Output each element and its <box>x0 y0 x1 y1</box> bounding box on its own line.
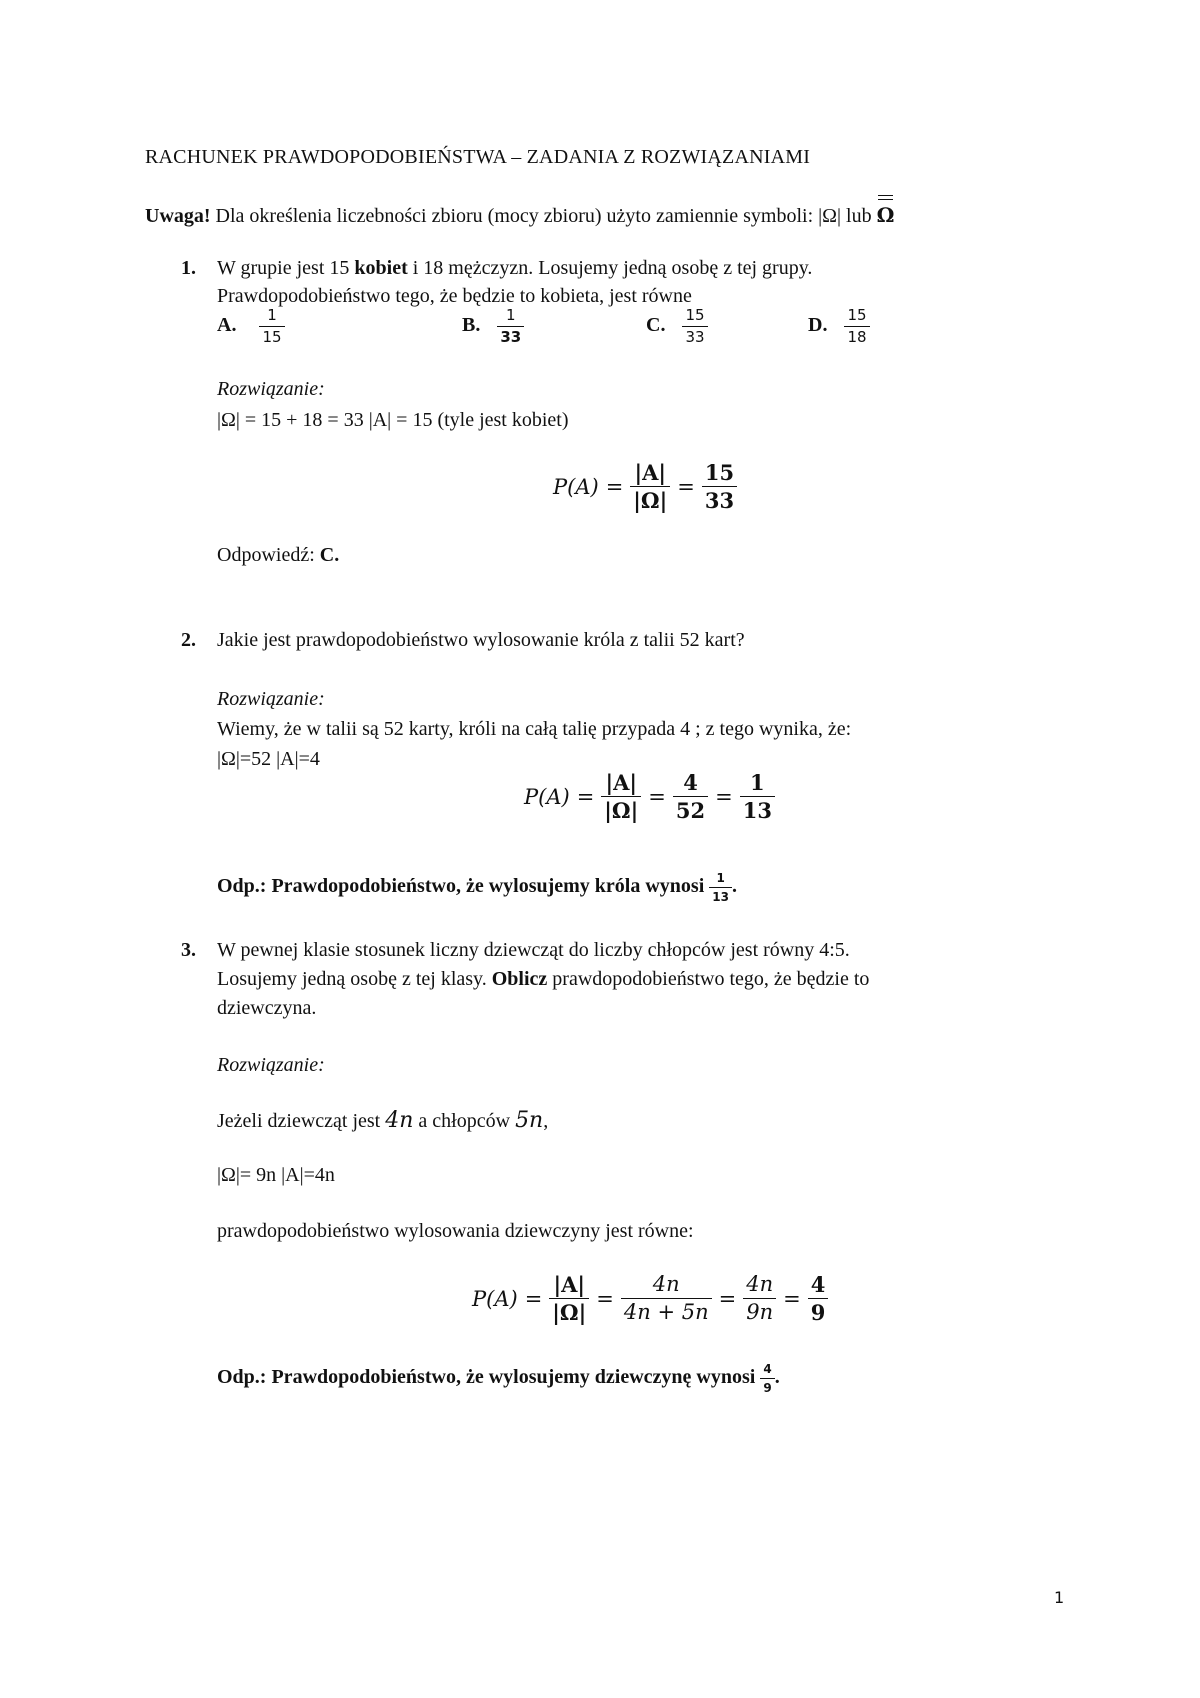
formula-eq: = <box>718 1286 737 1311</box>
task3-line4 <box>217 1108 548 1133</box>
answer-prefix: Odp.: <box>217 875 267 898</box>
formula-fraction-1 <box>549 1274 589 1323</box>
task3-line4-a: Jeżeli dziewcząt jest <box>217 1110 386 1132</box>
formula-eq: = <box>605 474 624 499</box>
page-title: RACHUNEK PRAWDOPODOBIEŃSTWA – ZADANIA Z ROZWIĄZANIAMI <box>145 146 811 168</box>
formula-eq: = <box>648 784 666 809</box>
fraction-den: 9 <box>808 1298 829 1323</box>
task1-calc: |Ω| = 15 + 18 = 33 |A| = 15 (tyle jest kobiet) <box>217 409 569 431</box>
fraction-den: |Ω| <box>549 1298 589 1323</box>
option-b-label: B. <box>462 314 481 337</box>
fraction-num: 4 <box>763 1362 772 1376</box>
fraction-num: 15 <box>704 460 735 485</box>
formula-eq: = <box>783 1286 801 1311</box>
task3-line2-c: prawdopodobieństwo tego, że będzie to <box>547 968 870 990</box>
task2-number: 2. <box>181 629 196 651</box>
formula-eq: = <box>524 1286 543 1311</box>
fraction-den: 52 <box>673 796 708 821</box>
fraction-den: |Ω| <box>601 796 641 821</box>
task3-number: 3. <box>181 939 196 961</box>
task1-option-d <box>808 308 870 345</box>
fraction-den: 4n + 5n <box>621 1298 712 1323</box>
formula-fraction-3 <box>740 772 775 821</box>
option-b-num: 1 <box>506 306 516 324</box>
fraction-num: 4 <box>683 770 698 795</box>
fraction-den: 13 <box>709 887 732 903</box>
option-d-den: 18 <box>844 326 869 345</box>
formula-lhs: P(A) <box>472 1286 518 1311</box>
formula-fraction-4 <box>808 1274 829 1323</box>
task3-line4-b: a chłopców <box>413 1110 516 1132</box>
task3-line2-bold: Oblicz <box>486 968 548 990</box>
answer-label: Odpowiedź: <box>217 544 315 566</box>
formula-eq: = <box>715 784 733 809</box>
task1-line1-a: W grupie jest 15 <box>217 257 350 279</box>
task2-answer <box>217 872 737 903</box>
option-c-fraction <box>682 308 707 345</box>
task3-line4-c: , <box>543 1110 549 1132</box>
option-a-num: 1 <box>267 306 277 324</box>
task1-line1-bold: kobiet <box>354 257 408 279</box>
fraction-num: 4n <box>746 1272 774 1296</box>
option-d-label: D. <box>808 314 828 337</box>
fraction-num: 1 <box>716 871 725 885</box>
answer-text: Prawdopodobieństwo, że wylosujemy dziewczynę wynosi <box>266 1366 761 1389</box>
formula-eq: = <box>576 784 595 809</box>
math-5n: 5n <box>515 1108 544 1133</box>
answer-fraction <box>760 1363 774 1394</box>
answer-end: . <box>774 1366 780 1389</box>
task1-solution-label: Rozwiązanie: <box>217 378 325 400</box>
task2-calc: |Ω|=52 |A|=4 <box>217 748 320 770</box>
task1-option-a <box>217 308 285 345</box>
fraction-num: 4n <box>652 1272 680 1296</box>
formula-fraction-1 <box>601 772 641 821</box>
task2-text: Wiemy, że w talii są 52 karty, króli na całą talię przypada 4 ; z tego wynika, że: <box>217 718 852 740</box>
task2-formula <box>524 772 775 821</box>
task2-solution-label: Rozwiązanie: <box>217 688 325 710</box>
formula-lhs: P(A) <box>553 474 599 499</box>
answer-value: C. <box>319 544 340 566</box>
note-label: Uwaga! <box>145 205 211 227</box>
fraction-den: 9 <box>760 1378 774 1394</box>
task3-answer <box>217 1363 780 1394</box>
task1-number: 1. <box>181 257 196 279</box>
formula-fraction-1 <box>630 462 670 511</box>
task1-line1-c: i 18 mężczyzn. Losujemy jedną osobę z tej grupy. <box>407 257 813 279</box>
task3-line2-a: Losujemy jedną osobę z tej klasy. <box>217 968 487 990</box>
fraction-den: 9n <box>743 1298 776 1323</box>
task1-answer <box>217 544 339 567</box>
fraction-den: 13 <box>740 796 775 821</box>
fraction-num: |A| <box>553 1272 586 1297</box>
task3-line1: W pewnej klasie stosunek liczny dziewcząt do liczby chłopców jest równy 4:5. <box>217 939 850 961</box>
formula-eq: = <box>596 1286 614 1311</box>
fraction-den: |Ω| <box>630 486 670 511</box>
option-c-num: 15 <box>685 306 705 324</box>
task3-solution-label: Rozwiązanie: <box>217 1054 325 1076</box>
option-b-den: 33 <box>497 326 524 345</box>
formula-fraction-3 <box>743 1274 776 1323</box>
fraction-num: |A| <box>605 770 638 795</box>
answer-prefix: Odp.: <box>217 1366 267 1389</box>
omega-overline-symbol: Ω <box>876 203 895 227</box>
task2-question: Jakie jest prawdopodobieństwo wylosowanie króla z talii 52 kart? <box>217 629 745 651</box>
option-c-den: 33 <box>682 326 707 345</box>
task3-calc: |Ω|= 9n |A|=4n <box>217 1164 335 1186</box>
task1-option-c <box>646 308 708 345</box>
task3-line3: dziewczyna. <box>217 997 317 1019</box>
task1-option-b <box>462 308 524 345</box>
fraction-num: |A| <box>634 460 667 485</box>
task1-formula <box>553 462 737 511</box>
fraction-den: 33 <box>702 486 737 511</box>
option-a-den: 15 <box>259 326 284 345</box>
task1-line1 <box>217 257 812 280</box>
option-d-fraction <box>844 308 869 345</box>
formula-fraction-2 <box>621 1274 712 1323</box>
option-b-fraction <box>497 308 524 345</box>
fraction-num: 1 <box>750 770 765 795</box>
answer-end: . <box>731 875 737 898</box>
task3-line2 <box>217 968 869 991</box>
option-a-fraction <box>259 308 284 345</box>
option-c-label: C. <box>646 314 666 337</box>
math-4n: 4n <box>385 1108 414 1133</box>
option-a-label: A. <box>217 314 237 337</box>
answer-text: Prawdopodobieństwo, że wylosujemy króla wynosi <box>266 875 710 898</box>
task3-formula <box>472 1274 828 1323</box>
note-text: Dla określenia liczebności zbioru (mocy zbioru) użyto zamiennie symboli: |Ω| lub <box>210 205 877 227</box>
task3-line5: prawdopodobieństwo wylosowania dziewczyny jest równe: <box>217 1220 694 1242</box>
formula-fraction-2 <box>673 772 708 821</box>
formula-fraction-2 <box>702 462 737 511</box>
fraction-num: 4 <box>810 1272 826 1297</box>
formula-lhs: P(A) <box>524 784 570 809</box>
task1-line2: Prawdopodobieństwo tego, że będzie to kobieta, jest równe <box>217 285 692 307</box>
note-line <box>145 203 894 228</box>
answer-fraction <box>709 872 732 903</box>
formula-eq: = <box>677 474 695 499</box>
option-d-num: 15 <box>847 306 867 324</box>
page-number: 1 <box>1054 1588 1065 1607</box>
